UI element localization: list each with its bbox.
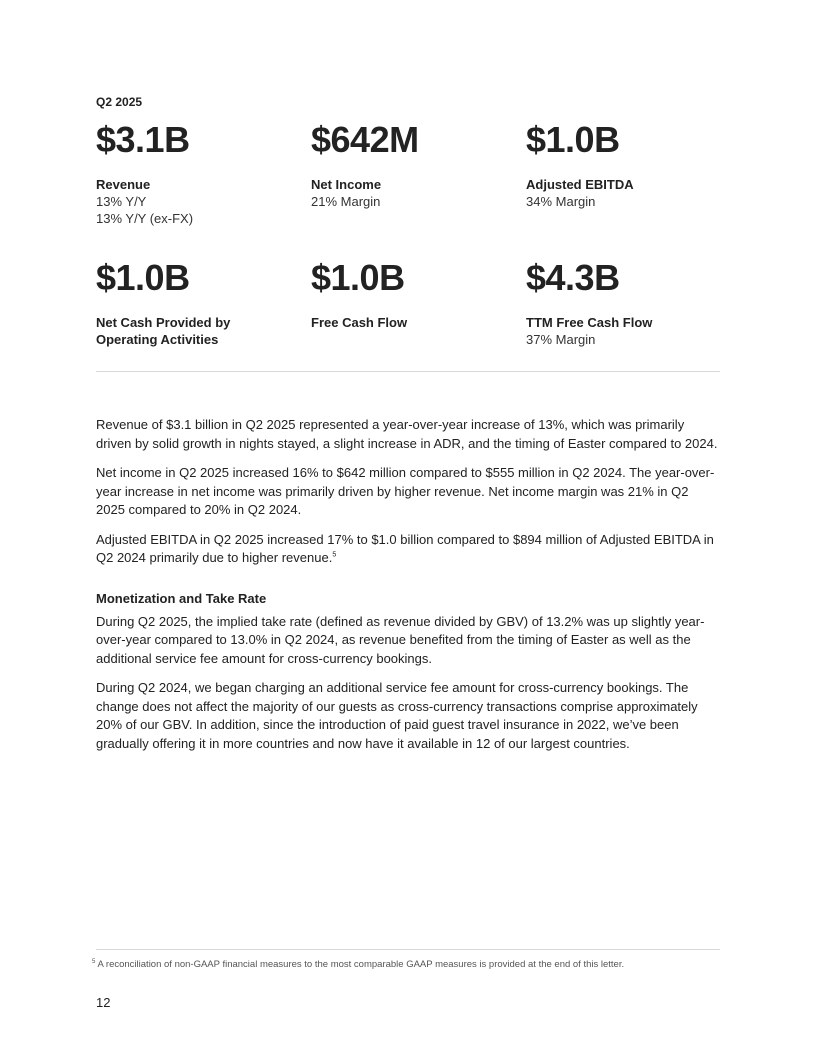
metric-ttm-free-cash-flow [526,256,720,394]
footnote-text: A reconciliation of non-GAAP financial measures to the most comparable GAAP measures is provided at the end of this letter. [97,959,625,970]
footnote [92,959,722,971]
metric-label: Net Cash Provided by Operating Activities [96,315,231,347]
section-heading: Monetization and Take Rate [96,590,267,606]
footnote-marker: 5 [92,958,96,965]
section-divider [96,371,720,372]
body-text [96,416,720,764]
metric-label: Net Income [311,177,382,192]
metric-value: $1.0B [311,257,405,298]
metric-label: TTM Free Cash Flow [526,315,653,330]
metric-value: $4.3B [526,257,620,298]
metric-value: $1.0B [526,119,620,160]
page-number: 12 [96,995,111,1010]
metric-free-cash-flow [311,256,526,394]
metric-value: $1.0B [96,257,190,298]
paragraph-take-rate: During Q2 2025, the implied take rate (defined as revenue divided by GBV) of 13.2% was up slightly year-over-year compared to 13.0% in Q2 2024, as revenue benefited from the timing of Easter as well as the additional service fee amount for cross-currency bookings. [96,613,705,666]
paragraph-text: Adjusted EBITDA in Q2 2025 increased 17% to $1.0 billion compared to $894 million of Adjusted EBITDA in Q2 2024 primarily due to higher revenue. [96,531,714,565]
metric-label: Revenue [96,177,151,192]
paragraph-service-fee: During Q2 2024, we began charging an additional service fee amount for cross-currency bookings. The change does not affect the majority of our guests as cross-currency transactions comprise approximately 20% of our GBV. In addition, since the introduction of paid guest travel insurance in 2022, we’ve been gradually offering it in more countries and now have it available in 12 of our largest countries. [96,680,698,751]
metric-revenue [96,118,311,256]
metric-operating-cash [96,256,311,394]
metrics-grid [96,118,720,394]
metric-label: Free Cash Flow [311,315,408,330]
metric-sub: 37% Margin [526,332,596,347]
metric-adjusted-ebitda [526,118,720,256]
metric-label: Adjusted EBITDA [526,177,634,192]
metric-value: $642M [311,119,419,160]
metric-net-income [311,118,526,256]
footnote-divider [96,949,720,950]
metric-sub: 34% Margin [526,194,596,209]
metric-value: $3.1B [96,119,190,160]
paragraph-net-income: Net income in Q2 2025 increased 16% to $642 million compared to $555 million in Q2 2024. The year-over-year increase in net income was primarily driven by higher revenue. Net income margin was 21% in Q2 2025 compared to 20% in Q2 2024. [96,465,715,517]
period-heading: Q2 2025 [96,95,143,109]
metric-sub: 21% Margin [311,194,381,209]
metric-sub: 13% Y/Y [96,194,147,209]
footnote-reference: 5 [332,551,337,559]
metric-sub: 13% Y/Y (ex-FX) [96,211,194,226]
paragraph-adjusted-ebitda [96,531,720,568]
paragraph-revenue: Revenue of $3.1 billion in Q2 2025 represented a year-over-year increase of 13%, which was primarily driven by solid growth in nights stayed, a slight increase in ADR, and the timing of Easter compared to 2024. [96,417,718,451]
